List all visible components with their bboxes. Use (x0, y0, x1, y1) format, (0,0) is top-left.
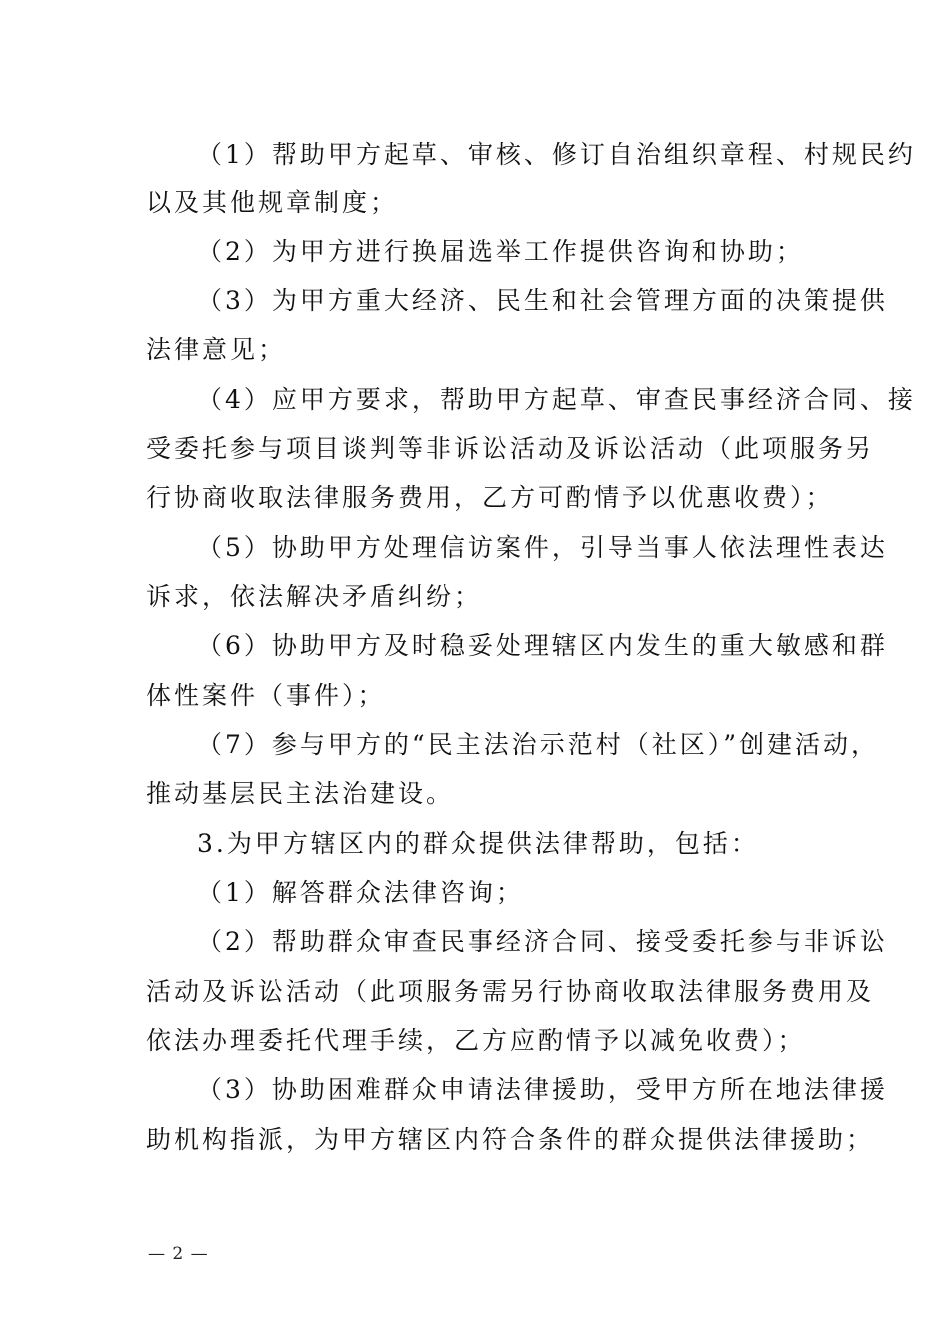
paragraph-line-11: （6）协助甲方及时稳妥处理辖区内发生的重大敏感和群 (197, 631, 888, 660)
paragraph-line-12: 体性案件（事件）； (146, 681, 386, 710)
paragraph-line-7: 受委托参与项目谈判等非诉讼活动及诉讼活动（此项服务另 (146, 434, 875, 463)
paragraph-line-16: （1）解答群众法律咨询； (197, 878, 524, 907)
paragraph-line-3: （2）为甲方进行换届选举工作提供咨询和协助； (197, 237, 804, 266)
paragraph-line-17: （2）帮助群众审查民事经济合同、接受委托参与非诉讼 (197, 927, 888, 956)
paragraph-line-15: 3.为甲方辖区内的群众提供法律帮助，包括： (197, 829, 759, 858)
paragraph-line-5: 法律意见； (146, 335, 287, 364)
paragraph-line-21: 助机构指派，为甲方辖区内符合条件的群众提供法律援助； (146, 1125, 875, 1154)
paragraph-line-18: 活动及诉讼活动（此项服务需另行协商收取法律服务费用及 (146, 977, 875, 1006)
paragraph-line-4: （3）为甲方重大经济、民生和社会管理方面的决策提供 (197, 286, 888, 315)
paragraph-line-6: （4）应甲方要求，帮助甲方起草、审查民事经济合同、接 (197, 385, 916, 414)
paragraph-line-1: （1）帮助甲方起草、审核、修订自治组织章程、村规民约 (197, 140, 916, 169)
page-number: — 2 — (148, 1244, 209, 1264)
paragraph-line-19: 依法办理委托代理手续，乙方应酌情予以减免收费）； (146, 1026, 806, 1055)
paragraph-line-14: 推动基层民主法治建设。 (146, 779, 455, 808)
paragraph-line-8: 行协商收取法律服务费用，乙方可酌情予以优惠收费）； (146, 483, 834, 512)
paragraph-line-2: 以及其他规章制度； (146, 188, 399, 217)
paragraph-line-20: （3）协助困难群众申请法律援助，受甲方所在地法律援 (197, 1075, 888, 1104)
paragraph-line-10: 诉求，依法解决矛盾纠纷； (146, 582, 483, 611)
paragraph-line-13: （7）参与甲方的“民主法治示范村（社区）”创建活动， (197, 730, 879, 759)
paragraph-line-9: （5）协助甲方处理信访案件，引导当事人依法理性表达 (197, 533, 888, 562)
